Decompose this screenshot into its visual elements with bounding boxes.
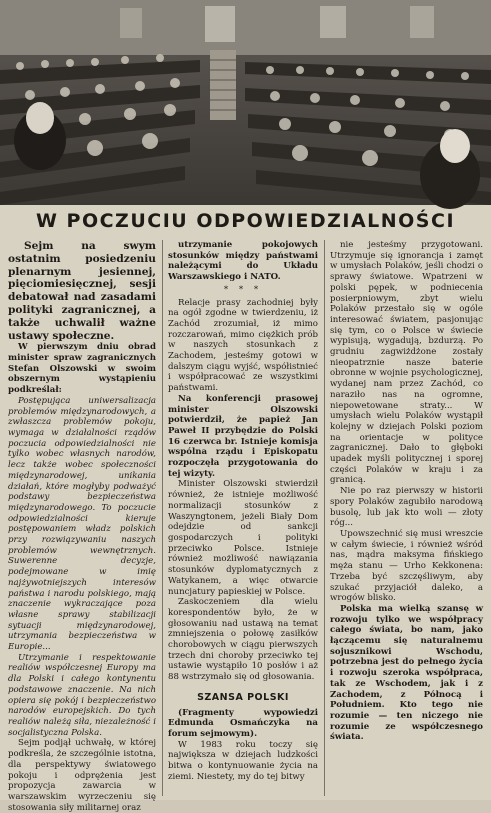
- article-headline: W POCZUCIU ODPOWIEDZIALNOŚCI: [35, 210, 456, 232]
- column-divider: [324, 240, 325, 796]
- column-2-paragraph: Minister Olszowski stwierdził również, że istnieje możliwość normalizacji stosunków z Waszyngtonem, jeżeli Biały Dom odejdzie od sankcji gospodarczych i polityki przeciwko Polsce. Istnieje również możliwość nawiązania stosunków dyplomatycznych z Watykanem, a więc otwarcie nuncjatury papieskiej w Polsce.: [168, 479, 318, 597]
- column-3-paragraph: nie jesteśmy przygotowani. Utrzymuje się ignorancja i zamęt w umysłach Polaków, jeśli chodzi o sprawy światowe. Wpatrzeni w polski pępek, w podniecenia posierpniowym, zbyt wielu Polaków przestało się w ogóle interesować światem, pasjonując się tym, co o Polsce w świecie wypisują, wygadują, bzdurzą. Po grudniu zagwiżdżone zostały nieopatrznie nasze baterie obronne w wojnie psychologicznej, wydanej nam przez Zachód, co naraziło nas na ogromne, niepowetowane straty... W umysłach wielu Polaków wystąpił kolejny w dziejach Polski poziom na orientacje w polityce zagranicznej. Dało to głęboki upadek myśli politycznej i sporej części Polaków w kraju i za granicą.: [330, 240, 483, 486]
- section-separator: * * *: [223, 284, 263, 295]
- column-2-paragraph: utrzymanie pokojowych stosunków między państwami należącymi do Układu Warszawskiego i NATO.: [168, 240, 318, 283]
- parliament-photo-illustration: [0, 0, 491, 205]
- column-3-paragraph: Upowszechnić się musi wreszcie w całym świecie, i również wśród nas, mądra maksyma fińskiego męża stanu — Urho Kekkonena: Trzeba być szczęśliwym, aby szukać przyjaciół daleko, a wrogów blisko.: [330, 528, 483, 604]
- column-divider: [162, 240, 163, 796]
- column-2-paragraph: (Fragmenty wypowiedzi Edmunda Osmańczyka na forum sejmowym).: [168, 707, 318, 739]
- article-column-3: [330, 240, 483, 800]
- section-subheading: SZANSA POLSKI: [197, 691, 289, 703]
- column-2-paragraph: Na konferencji prasowej minister Olszowski potwierdził, że papież Jan Paweł II przybędzie do Polski 16 czerwca br. Istnieje komisja wspólna rządu i Episkopatu rozpoczęła przygotowania do tej wizyty.: [168, 393, 318, 479]
- column-1-paragraph: W pierwszym dniu obrad minister spraw zagranicznych Stefan Olszowski w swoim obszernym wystąpieniu podkreślał:: [8, 342, 156, 396]
- column-2-paragraph: Relacje prasy zachodniej były na ogół zgodne w twierdzeniu, iż Zachód zrozumiał, iż mimo rozczarowań, mimo ciężkich prób w naszych stosunkach z Zachodem, jesteśmy gotowi w dalszym ciągu wyjść, współistnieć i współpracować ze wszystkimi państwami.: [168, 297, 318, 394]
- article-column-2: [168, 240, 318, 800]
- column-1-paragraph: Postępująca uniwersalizacja problemów międzynarodowych, a zwłaszcza problemów pokoju, wymaga w działalności rządów poczucia odpowiedzialności nie tylko wobec własnych narodów, lecz także wobec społeczności międzynarodowej, unikania działań, które mogłyby podważyć podstawy bezpieczeństwa międzynarodowego. To poczucie odpowiedzialności kieruje postępowaniem władz polskich przy rozwiązywaniu naszych problemów wewnętrznych. Suwerenne decyzje, podejmowane w imię najżywotniejszych interesów państwa i narodu polskiego, mają znaczenie wykraczające poza własne sprawy stabilizacji sytuacji międzynarodowej, utrzymania bezpieczeństwa w Europie...: [8, 395, 156, 653]
- parliament-photo: [0, 0, 491, 205]
- column-1-paragraph: Sejm na swym ostatnim posiedzeniu plenarnym jesiennej, pięciomiesięcznej, sesji debatował nad zasadami polityki zagranicznej, a także uchwalił ważne ustawy społeczne.: [8, 240, 156, 342]
- column-3-paragraph: Polska ma wielką szansę w rozwoju tylko we współpracy całego świata, bo nam, jako łączącemu się naturalnemu sojusznikowi Wschodu, potrzebna jest do pełnego życia i rozwoju szeroka współpraca, tak ze Wschodem, jak i z Zachodem, z Północą i Południem. Kto tego nie rozumie — ten niczego nie rozumie ze współczesnego świata.: [330, 603, 483, 743]
- article-column-1: [8, 240, 156, 813]
- column-2-paragraph: Zaskoczeniem dla wielu korespondentów było, że w głosowaniu nad ustawą na temat zmniejszenia o połowę zasiłków chorobowych w ciągu pierwszych trzech dni choroby przeciwko tej ustawie wystąpiło 10 posłów i aż 88 wstrzymało się od głosowania.: [168, 597, 318, 683]
- column-2-paragraph: W 1983 roku toczy się największa w dziejach ludzkości bitwa o kontynuowanie życia na ziemi. Niestety, my do tej bitwy: [168, 739, 318, 782]
- column-3-paragraph: Nie po raz pierwszy w historii spory Polaków zagubiło narodową busolę, lub jak kto woli — złoty róg...: [330, 486, 483, 529]
- column-1-paragraph: Utrzymanie i respektowanie realiów współczesnej Europy ma dla Polski i całego kontynentu podstawowe znaczenie. Na nich opiera się pokój i bezpieczeństwo narodów europejskich. Do tych realiów należą siła, niezależność i socjalistyczna Polska.: [8, 652, 156, 738]
- column-1-paragraph: Sejm podjął uchwałę, w której podkreśla, że szczególnie istotna, dla perspektywy światowego pokoju i odprężenia jest propozycja zawarcia w warszawskim wyrzeczeniu się stosowania siły militarnej oraz: [8, 738, 156, 813]
